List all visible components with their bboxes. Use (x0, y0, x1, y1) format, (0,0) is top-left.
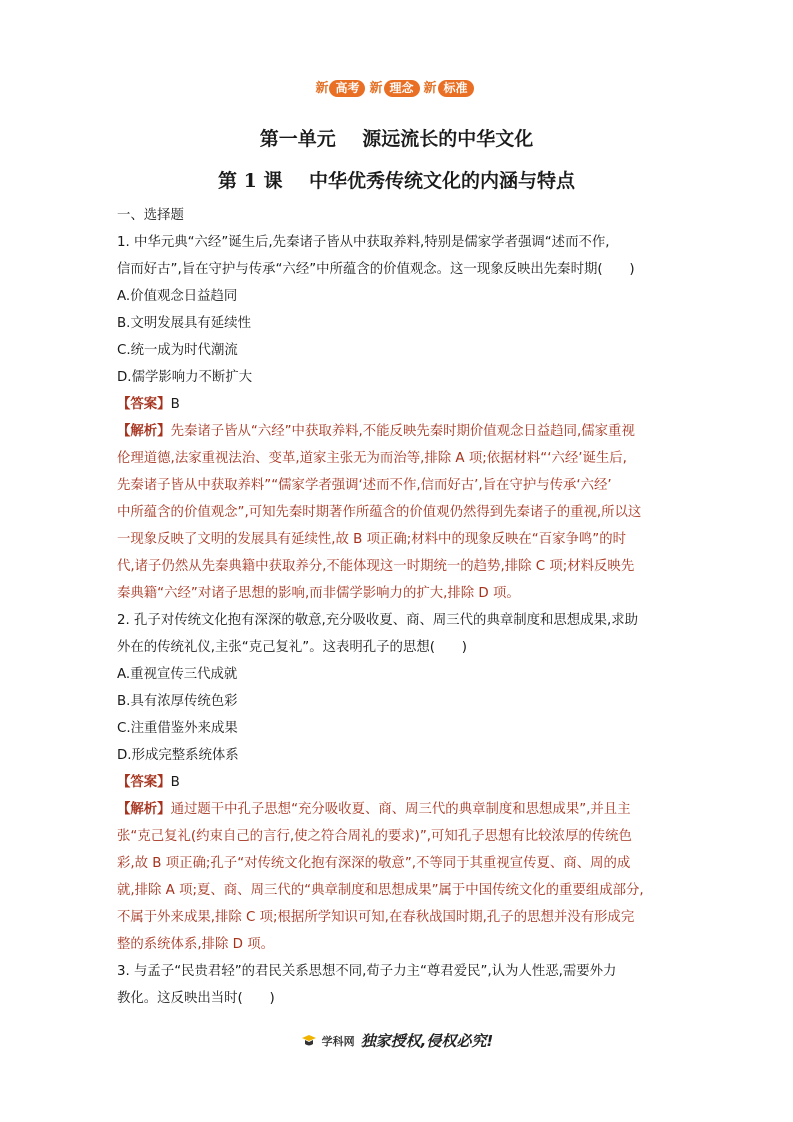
header-new-1: 新 (315, 81, 329, 96)
q1-analysis-text-1: 先秦诸子皆从“六经”中获取养料,不能反映先秦时期价值观念日益趋同,儒家重视 (170, 424, 635, 439)
q1-stem-line-2: 信而好古”,旨在守护与传承“六经”中所蕴含的价值观念。这一现象反映出先秦时期( ) (117, 262, 635, 277)
q2-answer (117, 769, 677, 796)
q2-stem-line-2: 外在的传统礼仪,主张“克己复礼”。这表明孔子的思想( ) (117, 640, 467, 655)
q2-analysis-line-2: 张“克己复礼(约束自己的言行,使之符合周礼的要求)”,可知孔子思想有比较浓厚的传统色 (117, 829, 632, 844)
q2-analysis-line-6: 整的系统体系,排除 D 项。 (117, 937, 274, 952)
q1-option-a: A.价值观念日益趋同 (117, 289, 238, 304)
footer-logo (300, 1033, 355, 1050)
q2-analysis-line-1 (117, 796, 677, 823)
q2-analysis-line-3: 彩,故 B 项正确;孔子“对传统文化抱有深深的敬意”,不等同于其重视宣传夏、商、周的成 (117, 856, 631, 871)
q1-analysis-line-6: 代,诸子仍然从先秦典籍中获取养分,不能体现这一时期统一的趋势,排除 C 项;材料反映先 (117, 559, 635, 574)
q1-analysis-line-5: 一现象反映了文明的发展具有延续性,故 B 项正确;材料中的现象反映在“百家争鸣”的时 (117, 532, 627, 547)
q2-answer-value: B (170, 775, 180, 790)
q1-answer-value: B (170, 397, 180, 412)
lesson-title: 第 1 课 中华优秀传统文化的内涵与特点 (218, 170, 575, 192)
header-new-2: 新 (369, 81, 383, 96)
q1-analysis-line-2: 伦理道德,法家重视法治、变革,道家主张无为而治等,排除 A 项;依据材料“‘六经’诞生后, (117, 451, 627, 466)
unit-title: 第一单元 源远流长的中华文化 (259, 128, 534, 150)
header-pill-2: 理念 (384, 80, 420, 97)
q1-analysis-line-4: 中所蕴含的价值观念”,可知先秦时期著作所蕴含的价值观仍然得到先秦诸子的重视,所以这 (117, 505, 642, 520)
footer-logo-icon (300, 1034, 318, 1050)
q2-analysis-text-1: 通过题干中孔子思想“充分吸收夏、商、周三代的典章制度和思想成果”,并且主 (170, 802, 631, 817)
q3-stem-line-2: 教化。这反映出当时( ) (117, 991, 275, 1006)
q1-analysis-tag: 【解析】 (117, 424, 171, 439)
q1-analysis-line-1 (117, 418, 677, 445)
q2-option-a: A.重视宣传三代成就 (117, 667, 238, 682)
q1-analysis-line-7: 秦典籍“六经”对诸子思想的影响,而非儒学影响力的扩大,排除 D 项。 (117, 586, 520, 601)
q2-option-c: C.注重借鉴外来成果 (117, 721, 238, 736)
header-pill-1: 高考 (329, 80, 365, 97)
q1-option-d: D.儒学影响力不断扩大 (117, 370, 253, 385)
q1-option-c: C.统一成为时代潮流 (117, 343, 238, 358)
q1-answer (117, 391, 677, 418)
section-heading: 一、选择题 (117, 208, 184, 223)
q1-option-b: B.文明发展具有延续性 (117, 316, 251, 331)
header-pill-3: 标准 (438, 80, 474, 97)
footer-slogan: 独家授权,侵权必究! (360, 1032, 494, 1050)
q2-analysis-tag: 【解析】 (117, 802, 171, 817)
q1-stem-line-1: 1. 中华元典“六经”诞生后,先秦诸子皆从中获取养料,特别是儒家学者强调“述而不作, (117, 235, 610, 250)
q1-analysis-line-3: 先秦诸子皆从中获取养料”“儒家学者强调‘述而不作,信而好古’,旨在守护与传承‘六经’ (117, 478, 612, 493)
footer-logo-text: 学科网 (321, 1035, 355, 1048)
q1-answer-tag: 【答案】 (117, 397, 171, 412)
q3-stem-line-1: 3. 与孟子“民贵君轻”的君民关系思想不同,荀子力主“尊君爱民”,认为人性恶,需要外力 (117, 964, 617, 979)
document-body (117, 202, 677, 1012)
q2-analysis-line-5: 不属于外来成果,排除 C 项;根据所学知识可知,在春秋战国时期,孔子的思想并没有形成完 (117, 910, 635, 925)
header-logo (0, 80, 793, 98)
q2-stem-line-1: 2. 孔子对传统文化抱有深深的敬意,充分吸收夏、商、周三代的典章制度和思想成果,求助 (117, 613, 638, 628)
q2-option-b: B.具有浓厚传统色彩 (117, 694, 238, 709)
header-new-3: 新 (423, 81, 437, 96)
footer (0, 1030, 793, 1051)
q2-answer-tag: 【答案】 (117, 775, 171, 790)
q2-option-d: D.形成完整系统体系 (117, 748, 239, 763)
q2-analysis-line-4: 就,排除 A 项;夏、商、周三代的“典章制度和思想成果”属于中国传统文化的重要组成部分, (117, 883, 644, 898)
